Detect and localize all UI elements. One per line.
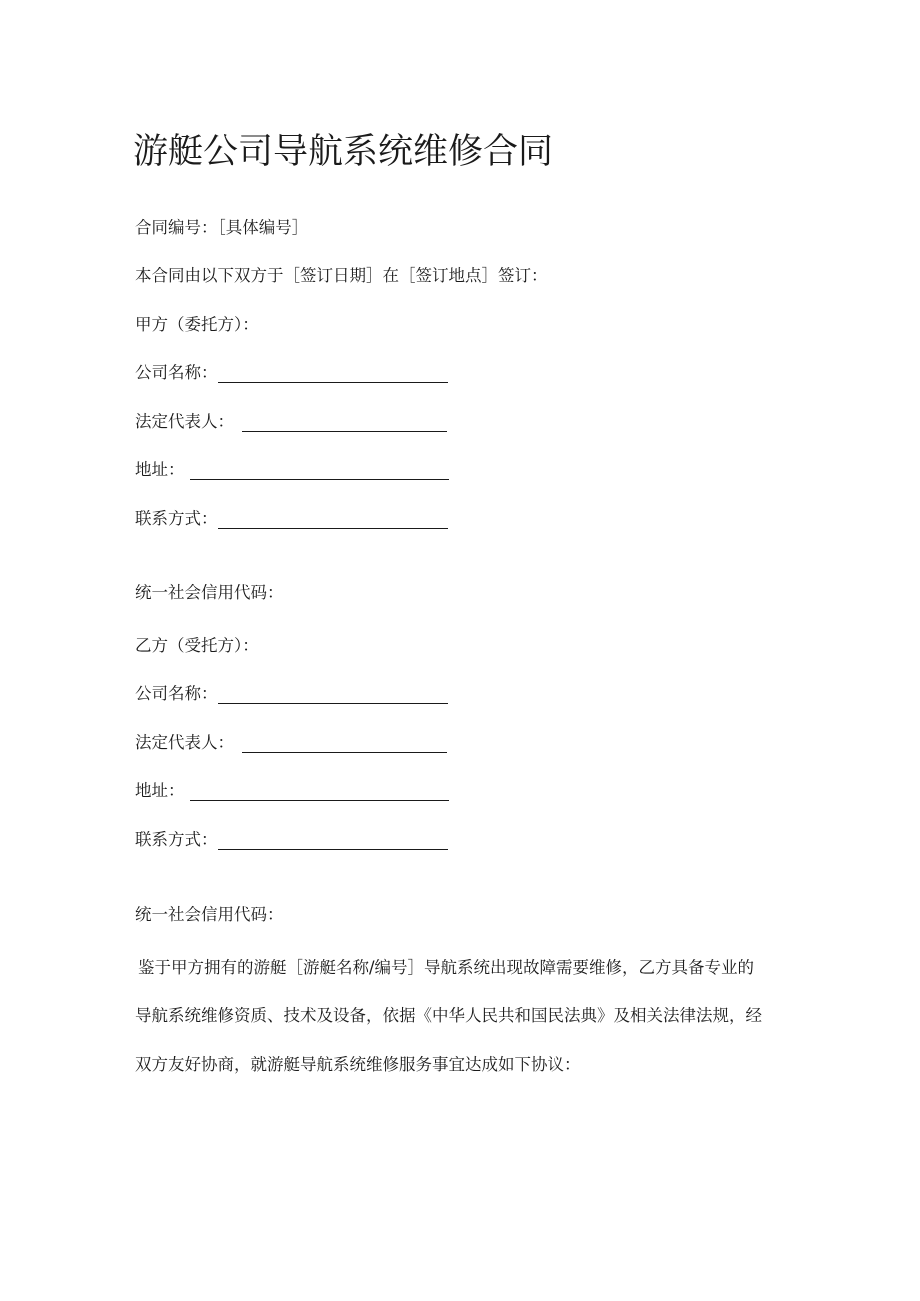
preamble-line-2: 导航系统维修资质、技术及设备，依据《中华人民共和国民法典》及相关法律法规，经 [135, 1006, 762, 1025]
party-b-heading-text: 乙方（受托方）： [135, 636, 259, 655]
document-title: 游艇公司导航系统维修合同 [133, 132, 554, 172]
party-b-rep-field[interactable] [242, 734, 447, 753]
party-a-heading [135, 314, 259, 336]
party-a-address-row [135, 459, 449, 481]
party-b-company-label: 公司名称： [135, 684, 218, 703]
signing-intro [135, 265, 548, 287]
party-a-contact-label: 联系方式： [135, 509, 218, 528]
party-a-contact-row [135, 508, 448, 530]
party-b-company-row [135, 683, 448, 705]
party-a-contact-field[interactable] [218, 510, 448, 529]
party-b-company-field[interactable] [218, 685, 448, 704]
preamble-line-1: 鉴于甲方拥有的游艇［游艇名称/编号］导航系统出现故障需要维修，乙方具备专业的 [138, 958, 755, 977]
party-b-credit-code-label: 统一社会信用代码： [135, 905, 284, 924]
contract-number-text: 合同编号：［具体编号］ [135, 218, 309, 237]
party-b-address-field[interactable] [190, 782, 449, 801]
signing-intro-text: 本合同由以下双方于［签订日期］在［签订地点］签订： [135, 266, 548, 285]
party-b-credit-code-row [135, 904, 284, 926]
party-a-rep-field[interactable] [242, 413, 447, 432]
party-a-company-row [135, 362, 448, 384]
party-a-credit-code-row [135, 582, 284, 604]
party-b-heading [135, 635, 259, 657]
party-a-heading-text: 甲方（委托方）： [135, 315, 259, 334]
party-b-rep-label: 法定代表人： [135, 733, 234, 752]
party-b-rep-row [135, 732, 447, 754]
party-b-contact-label: 联系方式： [135, 830, 218, 849]
party-b-contact-row [135, 829, 448, 851]
party-a-credit-code-label: 统一社会信用代码： [135, 583, 284, 602]
party-a-company-label: 公司名称： [135, 363, 218, 382]
party-b-contact-field[interactable] [218, 831, 448, 850]
party-b-address-row [135, 780, 449, 802]
party-a-rep-row [135, 411, 447, 433]
preamble-line-3: 双方友好协商，就游艇导航系统维修服务事宜达成如下协议： [135, 1055, 581, 1074]
party-a-address-field[interactable] [190, 461, 449, 480]
party-a-address-label: 地址： [135, 460, 185, 479]
party-a-rep-label: 法定代表人： [135, 412, 234, 431]
party-a-company-field[interactable] [218, 364, 448, 383]
contract-number [135, 217, 308, 239]
party-b-address-label: 地址： [135, 781, 185, 800]
